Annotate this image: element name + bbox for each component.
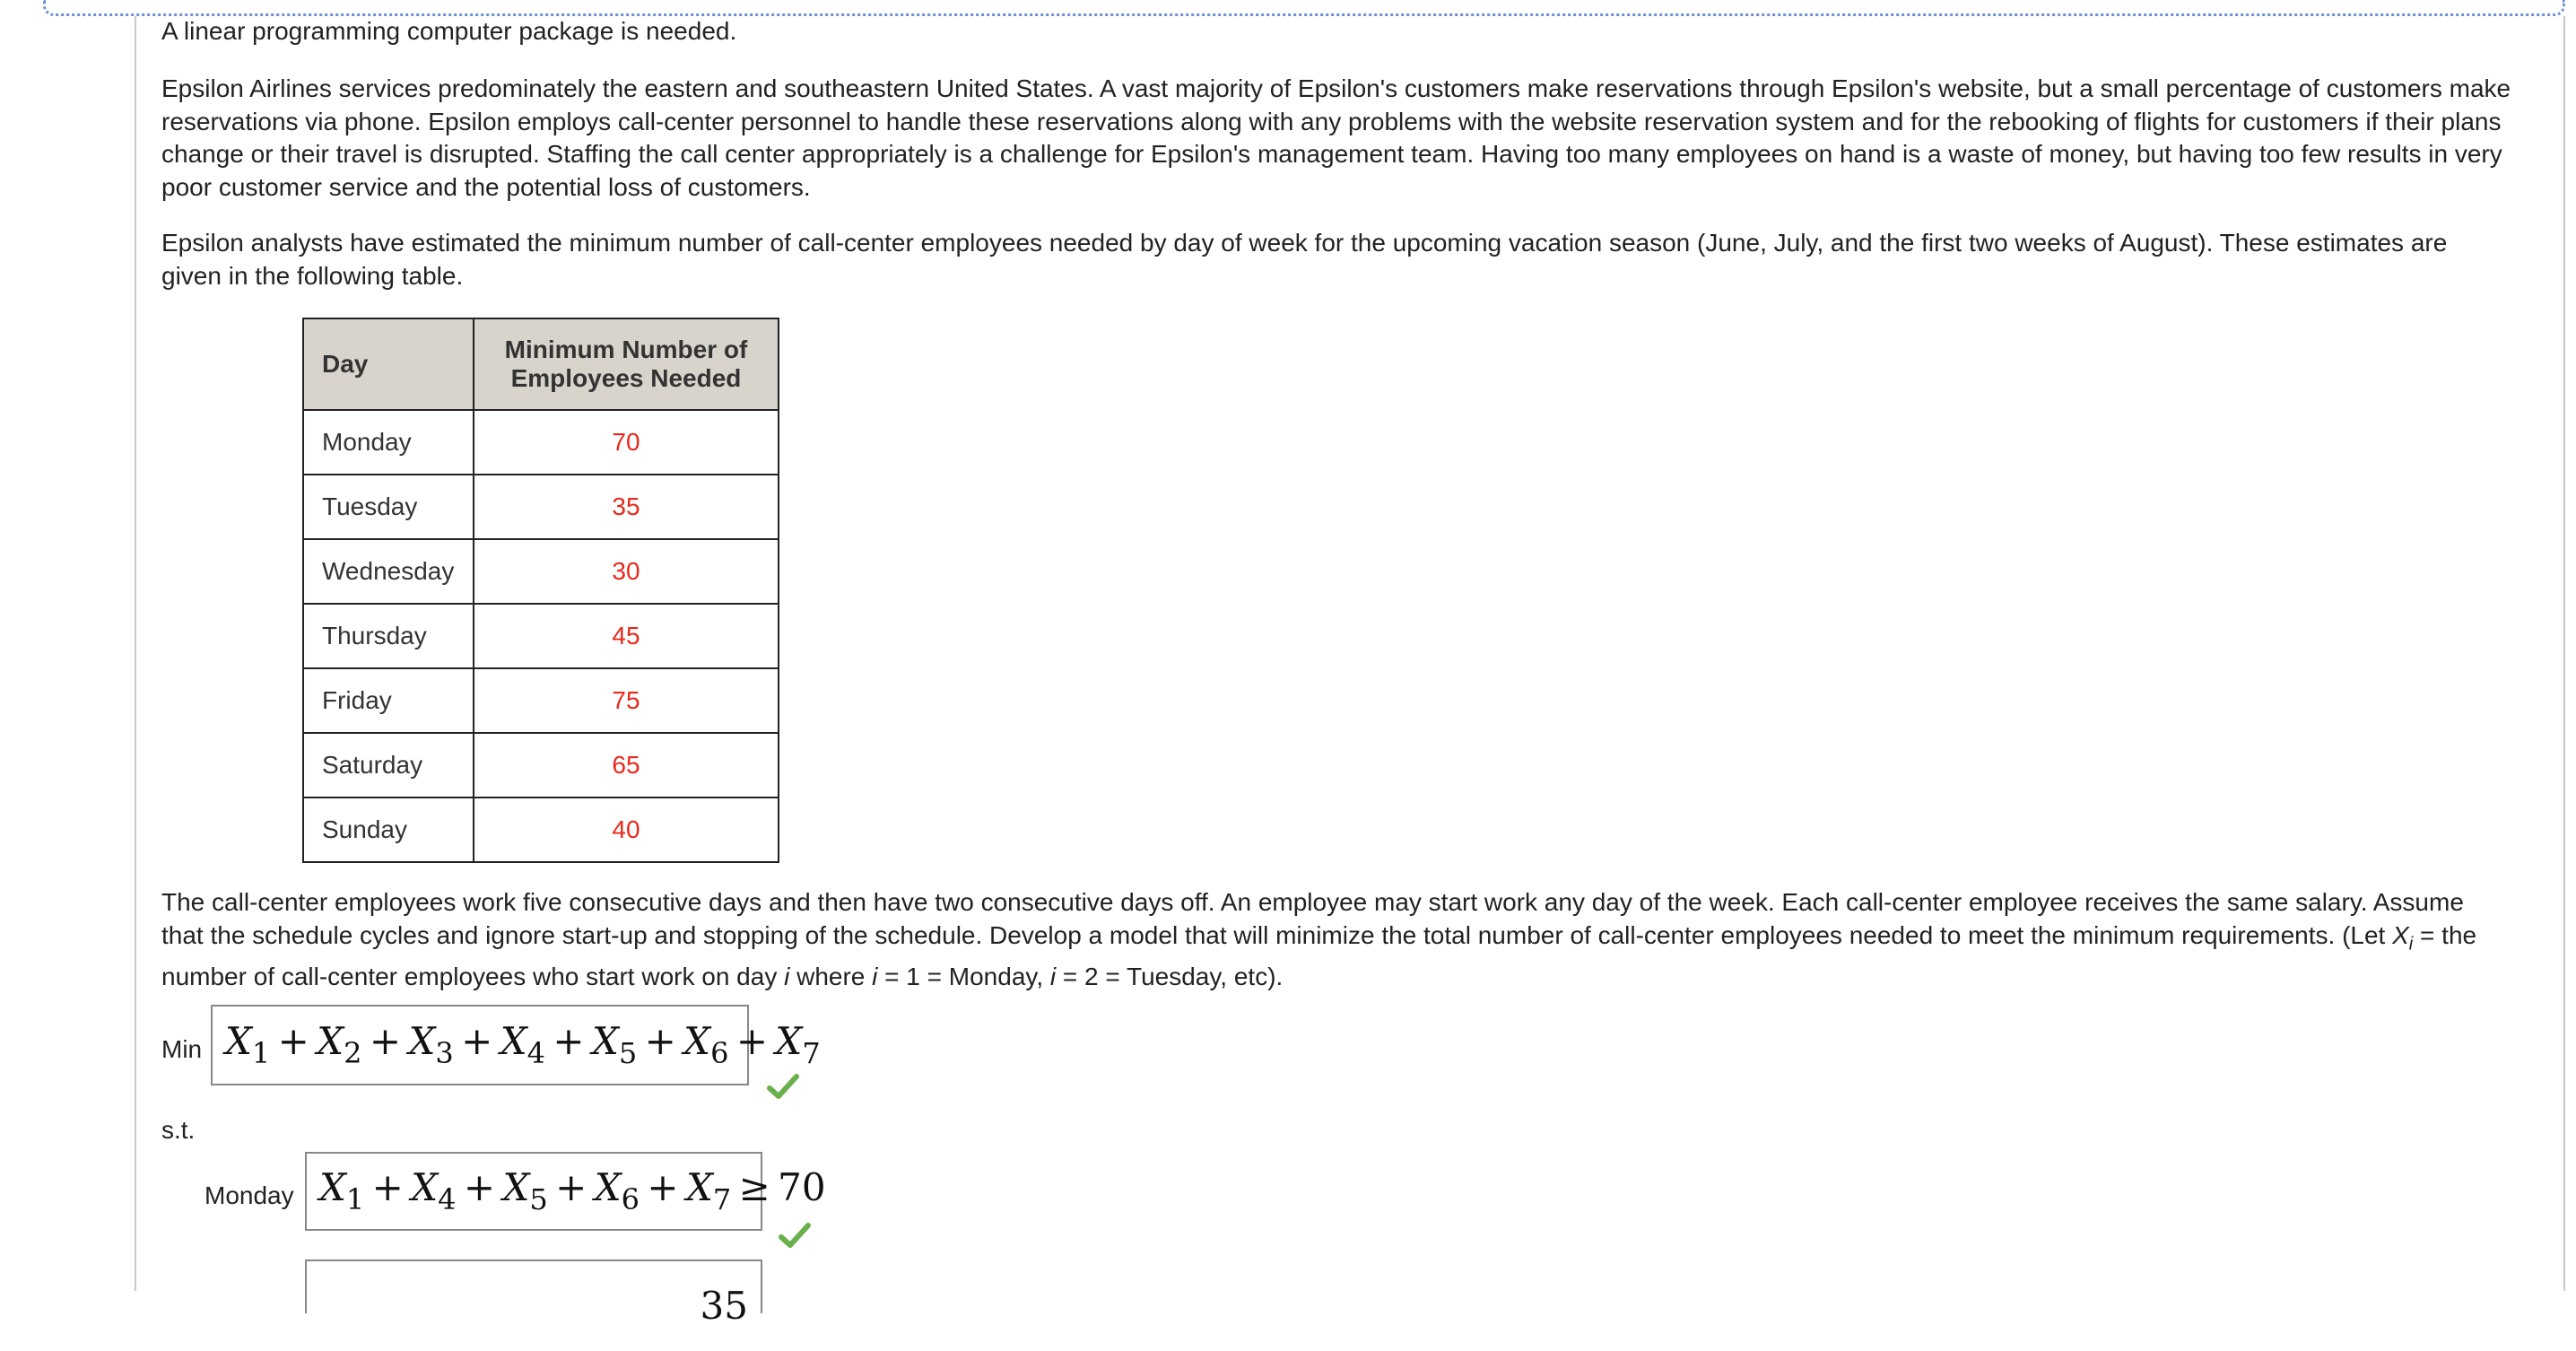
checkmark-icon [767,1073,799,1100]
var-x: X [2392,920,2409,949]
model-text-part1: The call-center employees work five consecutive days and then have two consecutive days off. An employee may start work any day of the week. Each call-center employee receives the same salary. Assume that the schedule cycles and ignore start-up and stopping of the schedule. Develop a model that will minimize the total number of call-center employees needed to meet the minimum requirements. (Let [161,888,2464,949]
formula-var: X [502,1165,530,1209]
question-frame-top [43,0,2565,16]
day-cell: Friday [303,668,474,733]
table-header-row [303,318,779,410]
formula-rhs: 70 [778,1165,826,1209]
formula-var: X [319,1165,346,1209]
header-min-employees: Minimum Number of Employees Needed [474,318,779,410]
formula-sub: 4 [527,1036,545,1070]
header-day: Day [303,318,474,410]
model-text-part3: where [789,962,873,990]
formula-var: X [683,1019,711,1063]
checkmark-icon [779,1222,811,1249]
estimates-paragraph: Epsilon analysts have estimated the minimum number of call-center employees needed by day of week for the upcoming vacation season (June, July, and the first two weeks of August). These estimates are given in the following table. [161,229,2448,290]
day-cell: Sunday [303,798,474,862]
intro-text: A linear programming computer package is needed. [161,17,737,45]
min-value-cell: 65 [474,733,779,798]
formula-sub: 4 [438,1182,457,1216]
table-row [303,539,779,604]
st-label: s.t. [161,1116,196,1144]
formula-sub: 6 [710,1036,729,1070]
formula-var: X [408,1019,436,1063]
formula-var: X [317,1019,344,1063]
constraint-tuesday-input[interactable] [305,1259,762,1328]
formula-rhs: 35 [700,1284,748,1328]
min-value-cell: 35 [474,475,779,539]
day-cell: Thursday [303,604,474,668]
table-row [303,604,779,668]
model-text-part5: = 2 = Tuesday, etc). [1056,962,1284,990]
var-sub-i: i [2408,934,2414,954]
formula-var: X [225,1019,252,1063]
airline-paragraph: Epsilon Airlines services predominately the eastern and southeastern United States. A vast majority of Epsilon's customers make reservations through Epsilon's website, but a small percentage of customers make reservations via phone. Epsilon employs call-center personnel to handle these reservations along with any problems with the website reservation system and for the rebooking of flights for customers if their plans change or their travel is disrupted. Staffing the call center appropriately is a challenge for Epsilon's management team. Having too many employees on hand is a waste of money, but having too few results in very poor customer service and the potential loss of customers. [161,74,2511,201]
min-value-cell: 30 [474,539,779,604]
employees-needed-table [302,318,779,863]
var-i: i [1049,962,1057,990]
constraint-monday-input[interactable]: $X_1 + X_4 + X_5 + X_6 + X_7 \ge 70$ [305,1152,762,1231]
day-cell: Wednesday [303,539,474,604]
table-row [303,733,779,798]
table-row [303,668,779,733]
table-row [303,475,779,539]
min-value-cell: 75 [474,668,779,733]
formula-sub: 6 [621,1182,640,1216]
var-i: i [784,962,790,990]
day-cell: Tuesday [303,475,474,539]
formula-var: X [775,1019,803,1063]
min-label: Min [161,1035,203,1063]
formula-var: X [500,1019,527,1063]
formula-sub: 1 [345,1182,365,1216]
formula-sub: 2 [344,1036,362,1070]
formula-sub: 1 [251,1036,271,1070]
min-value-cell: 40 [474,798,779,862]
model-text-part4: = 1 = Monday, [877,962,1050,990]
constraint-label-monday: Monday [205,1181,294,1209]
formula-placeholder [319,1284,331,1328]
table-row [303,410,779,475]
formula-var: X [594,1165,622,1209]
min-value-cell: 45 [474,604,779,668]
formula-sub: 7 [712,1182,732,1216]
table-row [303,798,779,862]
objective-input[interactable]: $X_1 + X_2 + X_3 + X_4 + X_5 + X_6 + X_7$ [211,1005,749,1085]
formula-var: X [591,1019,619,1063]
model-paragraph [161,886,2511,993]
day-cell: Monday [303,410,474,475]
var-i: i [872,962,878,990]
model-text-part2: = the number of call-center employees who start work on day [161,920,2477,990]
formula-var: X [411,1165,439,1209]
formula-sub: 3 [435,1036,454,1070]
formula-sub: 7 [802,1036,821,1070]
formula-var: X [685,1165,713,1209]
formula-sub: 5 [529,1182,548,1216]
formula-sub: 5 [618,1036,638,1070]
min-value-cell: 70 [474,410,779,475]
day-cell: Saturday [303,733,474,798]
